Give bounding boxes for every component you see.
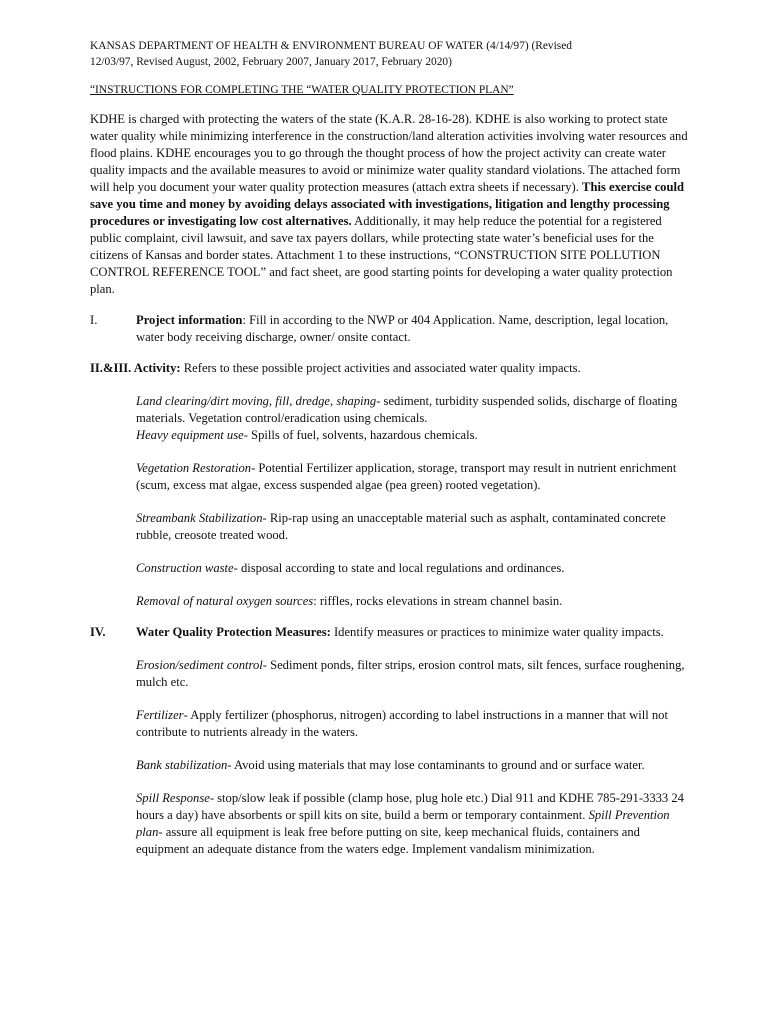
header-line-2: 12/03/97, Revised August, 2002, February 2007, January 2017, February 2020) [90, 56, 452, 68]
activity-term: Streambank Stabilization [136, 511, 263, 525]
activity-text: - Potential Fertilizer application, storage, transport may result in nutrient enrichment (scum, excess mat algae, excess suspended algae (pea green) rooted vegetation). [136, 461, 677, 492]
activity-term: Removal of natural oxygen sources [136, 594, 314, 608]
measure-term: Spill Response [136, 791, 210, 805]
measure-item [136, 790, 690, 858]
section-4-body [136, 624, 690, 641]
activity-text: - sediment, turbidity suspended solids, discharge of floating materials. Vegetation control/eradication using chemicals. [136, 394, 678, 425]
activity-text-2: - Spills of fuel, solvents, hazardous chemicals. [243, 428, 478, 442]
intro-bold-text: This exercise could save you time and money by avoiding delays associated with investigations, litigation and lengthy processing procedures or investigating low cost alternatives. [90, 180, 684, 228]
header-line-1: KANSAS DEPARTMENT OF HEALTH & ENVIRONMENT BUREAU OF WATER (4/14/97) (Revised [90, 40, 572, 52]
measure-text: - Avoid using materials that may lose contaminants to ground and or surface water. [227, 758, 645, 772]
activity-text: : riffles, rocks elevations in stream channel basin. [313, 594, 563, 608]
section-2-3 [90, 360, 690, 377]
section-2-3-text: Refers to these possible project activities and associated water quality impacts. [180, 361, 581, 375]
activity-text: - Rip-rap using an unacceptable material such as asphalt, contaminated concrete rubble, creosote treated wood. [136, 511, 666, 542]
measure-text: - stop/slow leak if possible (clamp hose, plug hole etc.) Dial 911 and KDHE 785-291-3333 24 hours a day) have absorbents or spill kits on site, build a berm or temporary containment. [136, 791, 684, 822]
section-4-title: Water Quality Protection Measures: [136, 625, 331, 639]
activity-term: Land clearing/dirt moving, fill, dredge, shaping [136, 394, 377, 408]
section-2-3-title: II.&III. Activity: [90, 361, 181, 375]
measure-term-2: Spill Prevention plan [136, 808, 670, 839]
document-subtitle: “INSTRUCTIONS FOR COMPLETING THE “WATER QUALITY PROTECTION PLAN” [90, 84, 514, 96]
intro-text-2: Additionally, it may help reduce the potential for a registered public complaint, civil lawsuit, and save tax payers dollars, while protecting state water’s beneficial uses for the citizens of Kansas and border states. Attachment 1 to these instructions, “CONSTRUCTION SITE POLLUTION CONTROL REFERENCE TOOL” and fact sheet, are good starting points for developing a water quality protection plan. [90, 214, 673, 296]
measure-item [136, 707, 690, 741]
section-1 [90, 312, 690, 346]
measure-text-2: - assure all equipment is leak free before putting on site, keep mechanical fluids, containers and equipment an adequate distance from the waters edge. Implement vandalism minimization. [136, 825, 640, 856]
measure-item [136, 757, 690, 774]
intro-text-1: KDHE is charged with protecting the waters of the state (K.A.R. 28-16-28). KDHE is also working to protect state water quality while minimizing interference in the construction/land alteration activities involving water resources and flood plains. KDHE encourages you to go through the thought process of how the project activity can create water quality impacts and the available measures to avoid or minimize water quality standard violations. The attached form will help you document your water quality protection measures (attach extra sheets if necessary). [90, 112, 688, 194]
activity-item [136, 593, 690, 610]
section-1-title: Project information [136, 313, 243, 327]
activity-text: - disposal according to state and local regulations and ordinances. [233, 561, 565, 575]
activity-item [136, 393, 690, 444]
measure-text: - Apply fertilizer (phosphorus, nitrogen) according to label instructions in a manner that will not contribute to nutrients already in the waters. [136, 708, 668, 739]
measure-term: Erosion/sediment control [136, 658, 263, 672]
section-4 [90, 624, 690, 641]
section-4-number: IV. [90, 625, 106, 639]
activity-item [136, 460, 690, 494]
section-1-body [136, 312, 690, 346]
activity-item [136, 560, 690, 577]
activity-item [136, 510, 690, 544]
section-1-text: : Fill in according to the NWP or 404 Application. Name, description, legal location, water body receiving discharge, owner/ onsite contact. [136, 313, 669, 344]
measure-term: Fertilizer [136, 708, 184, 722]
activity-term: Construction waste [136, 561, 234, 575]
document-page [90, 38, 690, 858]
activity-term-2: Heavy equipment use [136, 428, 244, 442]
section-1-number: I. [90, 313, 98, 327]
section-4-text: Identify measures or practices to minimize water quality impacts. [330, 625, 664, 639]
measure-term: Bank stabilization [136, 758, 228, 772]
measure-item [136, 657, 690, 691]
activity-term: Vegetation Restoration [136, 461, 252, 475]
intro-paragraph [90, 111, 690, 298]
measure-text: - Sediment ponds, filter strips, erosion control mats, silt fences, surface roughening, mulch etc. [136, 658, 685, 689]
